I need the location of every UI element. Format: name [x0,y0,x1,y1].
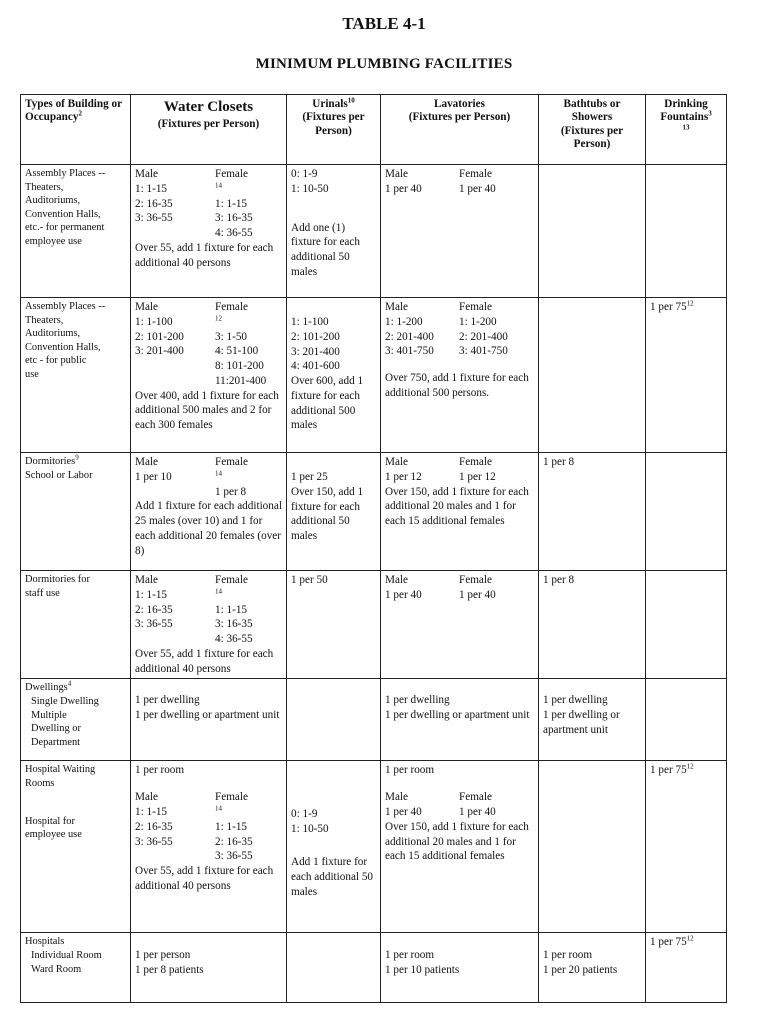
plumbing-facilities-table [20,94,727,1003]
occupancy-cell: Hospitals Individual Room Ward Room [21,933,131,1003]
fountains-cell: 1 per $75^{12}$ [646,933,727,1003]
bathtubs-cell: 1 per 8 [539,453,646,571]
bathtubs-cell [539,165,646,298]
table-title: MINIMUM PLUMBING FACILITIES [255,56,513,72]
bathtubs-cell: 1 per dwelling 1 per dwelling or apartment unit [539,679,646,761]
water-closets-cell: 1 per room Male 1: 1-15 2: 16-35 3: 36-55 Female $^{14}$ 1: 1-15 2: 16-35 3: 36-55 Over 55, add 1 fixture for each additional 40 persons [131,761,287,933]
header-row [21,95,727,165]
fountains-cell [646,679,727,761]
water-closets-cell: Male 1: 1-15 2: 16-35 3: 36-55 Female $^{14}$ 1: 1-15 3: 16-35 4: 36-55 Over 55, add 1 fixture for each additional 40 persons [131,165,287,298]
occupancy-cell: Hospital Waiting Rooms Hospital for employee use [21,761,131,933]
table-row [21,679,727,761]
lavatories-cell: Male 1 per 40 Female 1 per 40 [381,571,539,679]
water-closets-cell: 1 per person 1 per 8 patients [131,933,287,1003]
urinals-cell: 0: 1-9 1: 10-50 Add 1 fixture for each additional 50 males [287,761,381,933]
occupancy-cell: Assembly Places -- Theaters, Auditoriums, Convention Halls, etc - for public use [21,298,131,453]
occupancy-cell: Dormitories for staff use [21,571,131,679]
fountains-cell [646,453,727,571]
water-closets-cell: Male 1: 1-100 2: 101-200 3: 201-400 Female $^{12}$ 3: 1-50 4: 51-100 8: 101-200 11:201-400 Over 400, add 1 fixture for each additional 500 males and 2 for each 300 females [131,298,287,453]
table-number: TABLE 4-1 [342,14,426,33]
bathtubs-cell [539,761,646,933]
bathtubs-cell [539,298,646,453]
table-row [21,761,727,933]
col-header-lavatories: Lavatories (Fixtures per Person) [381,95,539,165]
col-header-fountains: Drinking Fountains$^3$ $^{13}$ [646,95,727,165]
occupancy-cell: Dormitories$^9$ School or Labor [21,453,131,571]
bathtubs-cell: 1 per 8 [539,571,646,679]
table-row [21,571,727,679]
table-row [21,933,727,1003]
urinals-cell [287,679,381,761]
water-closets-cell: 1 per dwelling 1 per dwelling or apartment unit [131,679,287,761]
urinals-cell: 0: 1-9 1: 10-50 Add one (1) fixture for each additional 50 males [287,165,381,298]
lavatories-cell: Male 1 per 40 Female 1 per 40 [381,165,539,298]
col-header-bathtubs: Bathtubs or Showers (Fixtures per Person) [539,95,646,165]
fountains-cell: 1 per $75^{12}$ [646,298,727,453]
urinals-cell [287,933,381,1003]
bathtubs-cell: 1 per room 1 per 20 patients [539,933,646,1003]
col-header-urinals: Urinals$^{10}$ (Fixtures per Person) [287,95,381,165]
lavatories-cell: Male 1 per 12 Female 1 per 12 Over 150, add 1 fixture for each additional 20 males and 1 for each 15 additional females [381,453,539,571]
lavatories-cell: Male 1: 1-200 2: 201-400 3: 401-750 Female 1: 1-200 2: 201-400 3: 401-750 Over 750, add 1 fixture for each additional 500 persons. [381,298,539,453]
urinals-cell: 1 per 25 Over 150, add 1 fixture for each additional 50 males [287,453,381,571]
fountains-cell [646,571,727,679]
lavatories-cell: 1 per dwelling 1 per dwelling or apartment unit [381,679,539,761]
fountains-cell: 1 per $75^{12}$ [646,761,727,933]
table-row [21,453,727,571]
urinals-cell: 1: 1-100 2: 101-200 3: 201-400 4: 401-600 Over 600, add 1 fixture for each additional 500 males [287,298,381,453]
occupancy-cell: Assembly Places -- Theaters, Auditoriums, Convention Halls, etc.- for permanent employee use [21,165,131,298]
occupancy-cell: Dwellings$^4$ Single Dwelling Multiple Dwelling or Department [21,679,131,761]
table-row [21,298,727,453]
water-closets-cell: Male 1 per 10 Female $^{14}$ 1 per 8 Add 1 fixture for each additional 25 males (over 10) and 1 for each additional 20 females (over 8) [131,453,287,571]
lavatories-cell: 1 per room Male 1 per 40 Female 1 per 40 Over 150, add 1 fixture for each additional 20 males and 1 for each 15 additional females [381,761,539,933]
water-closets-cell: Male 1: 1-15 2: 16-35 3: 36-55 Female $^{14}$ 1: 1-15 3: 16-35 4: 36-55 Over 55, add 1 fixture for each additional 40 persons [131,571,287,679]
urinals-cell: 1 per 50 [287,571,381,679]
col-header-occupancy: Types of Building or Occupancy$^2$ [21,95,131,165]
table-row [21,165,727,298]
col-header-water-closets: Water Closets (Fixtures per Person) [131,95,287,165]
fountains-cell [646,165,727,298]
lavatories-cell: 1 per room 1 per 10 patients [381,933,539,1003]
